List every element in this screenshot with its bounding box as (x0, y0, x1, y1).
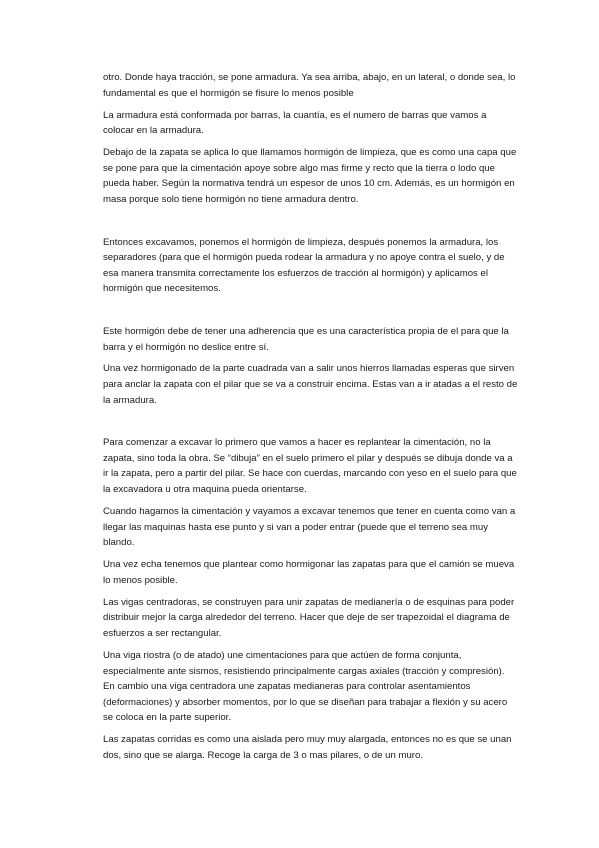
paragraph-proceso: Entonces excavamos, ponemos el hormigón de limpieza, después ponemos la armadura, los separadores (para que el hormigón pueda rodear la armadura y no apoye contra el suelo, y de esa manera transmita correctamente los esfuerzos de tracción al hormigón) y aplicamos el hormigón que necesitemos. (103, 236, 505, 295)
paragraph-vigas-centradoras: Las vigas centradoras, se construyen para unir zapatas de medianería o de esquinas para poder distribuir mejor la carga alrededor del terreno. Hacer que deje de ser trapezoidal el diagrama de esfuerzos a ser rectangular. (103, 596, 515, 639)
paragraph-traccion: otro. Donde haya tracción, se pone armadura. Ya sea arriba, abajo, en un lateral, o donde sea, lo fundamental es que el hormigón se fisure lo menos posible (103, 72, 516, 99)
paragraph-viga-riostra: Una viga riostra (o de atado) une cimentaciones para que actúen de forma conjunta, especialmente ante sismos, resistiendo principalmente cargas axiales (tracción y compresión). En cambio una viga centradora une zapatas medianeras para controlar asentamientos (deformaciones) y absorber momentos, por lo que se diseñan para trabajar a flexión y su acero se coloca en la parte superior. (103, 649, 508, 724)
paragraph-zapatas-corridas: Las zapatas corridas es como una aislada pero muy muy alargada, entonces no es que se unan dos, sino que se alarga. Recoge la carga de 3 o mas pilares, o de un muro. (103, 734, 512, 761)
paragraph-armadura: La armadura está conformada por barras, la cuantía, es el numero de barras que vamos a colocar en la armadura. (103, 109, 487, 137)
paragraph-hormigonar: Una vez echa tenemos que plantear como hormigonar las zapatas para que el camión se mueva lo menos posible. (103, 559, 515, 586)
paragraph-replanteo: Para comenzar a excavar lo primero que vamos a hacer es replantear la cimentación, no la zapata, sino toda la obra. Se “dibuja” en el suelo primero el pilar y después se dibuja donde va a ir la zapata, pero a partir del pilar. Se hace con cuerdas, marcando con yeso en el suelo para que la excavadora u otra maquina pueda orientarse. (103, 437, 517, 496)
paragraph-esperas: Una vez hormigonado de la parte cuadrada van a salir unos hierros llamadas esperas que sirven para anclar la zapata con el pilar que se va a construir encima. Estas van a ir atadas a el resto de la armadura. (103, 363, 518, 406)
paragraph-hormigon-limpieza: Debajo de la zapata se aplica lo que llamamos hormigón de limpieza, que es como una capa que se pone para que la cimentación apoye sobre algo mas firme y recto que la tierra o lodo que pueda haber. Según la normativa tendrá un espesor de unos 10 cm. Además, es un hormigón en masa porque solo tiene hormigón no tiene armadura dentro. (103, 147, 517, 205)
paragraph-maquinas: Cuando hagamos la cimentación y vayamos a excavar tenemos que tener en cuenta como van a llegar las maquinas hasta ese punto y si van a poder entrar (puede que el terreno sea muy blando. (103, 506, 516, 549)
paragraph-adherencia: Este hormigón debe de tener una adherencia que es una característica propia de el para que la barra y el hormigón no deslice entre sí. (103, 325, 509, 353)
document-body (103, 70, 518, 770)
